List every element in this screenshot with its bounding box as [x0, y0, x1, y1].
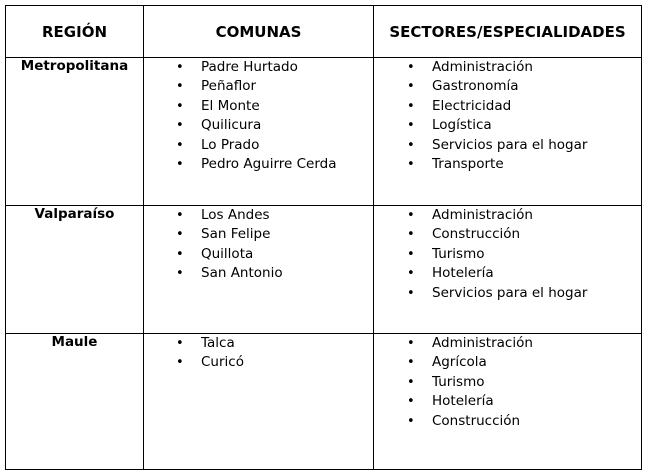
comunas-list	[144, 206, 373, 284]
list-item: • Construcción	[374, 225, 641, 244]
list-item: • Servicios para el hogar	[374, 136, 641, 155]
sectores-cell	[374, 334, 642, 470]
comunas-list	[144, 58, 373, 174]
list-item: • Administración	[374, 58, 641, 77]
list-item: • Hotelería	[374, 392, 641, 411]
list-item: • San Felipe	[144, 225, 373, 244]
list-item: • Gastronomía	[374, 77, 641, 96]
list-item: • Logística	[374, 116, 641, 135]
sectores-list	[374, 58, 641, 174]
list-item: • Lo Prado	[144, 136, 373, 155]
table-row	[6, 58, 642, 206]
table-header-row	[6, 6, 642, 58]
comunas-cell	[144, 58, 374, 206]
list-item: • Talca	[144, 334, 373, 353]
list-item: • Agrícola	[374, 353, 641, 372]
list-item: • Turismo	[374, 245, 641, 264]
comunas-list	[144, 334, 373, 373]
list-item: • Construcción	[374, 412, 641, 431]
region-cell: Maule	[6, 334, 144, 470]
region-cell: Valparaíso	[6, 206, 144, 334]
sectores-cell	[374, 206, 642, 334]
list-item: • Turismo	[374, 373, 641, 392]
table-row	[6, 206, 642, 334]
sectores-list	[374, 334, 641, 431]
list-item: • Los Andes	[144, 206, 373, 225]
list-item: • Hotelería	[374, 264, 641, 283]
comunas-cell	[144, 334, 374, 470]
header-comunas: COMUNAS	[144, 6, 374, 58]
table-row	[6, 334, 642, 470]
list-item: • El Monte	[144, 97, 373, 116]
list-item: • Quillota	[144, 245, 373, 264]
list-item: • Servicios para el hogar	[374, 284, 641, 303]
list-item: • Quilicura	[144, 116, 373, 135]
header-region: REGIÓN	[6, 6, 144, 58]
list-item: • Padre Hurtado	[144, 58, 373, 77]
list-item: • Pedro Aguirre Cerda	[144, 155, 373, 174]
sectores-list	[374, 206, 641, 303]
list-item: • Curicó	[144, 353, 373, 372]
comunas-cell	[144, 206, 374, 334]
list-item: • Administración	[374, 206, 641, 225]
list-item: • San Antonio	[144, 264, 373, 283]
header-sectores: SECTORES/ESPECIALIDADES	[374, 6, 642, 58]
list-item: • Peñaflor	[144, 77, 373, 96]
list-item: • Electricidad	[374, 97, 641, 116]
regions-table	[5, 5, 642, 470]
list-item: • Transporte	[374, 155, 641, 174]
region-cell: Metropolitana	[6, 58, 144, 206]
sectores-cell	[374, 58, 642, 206]
list-item: • Administración	[374, 334, 641, 353]
